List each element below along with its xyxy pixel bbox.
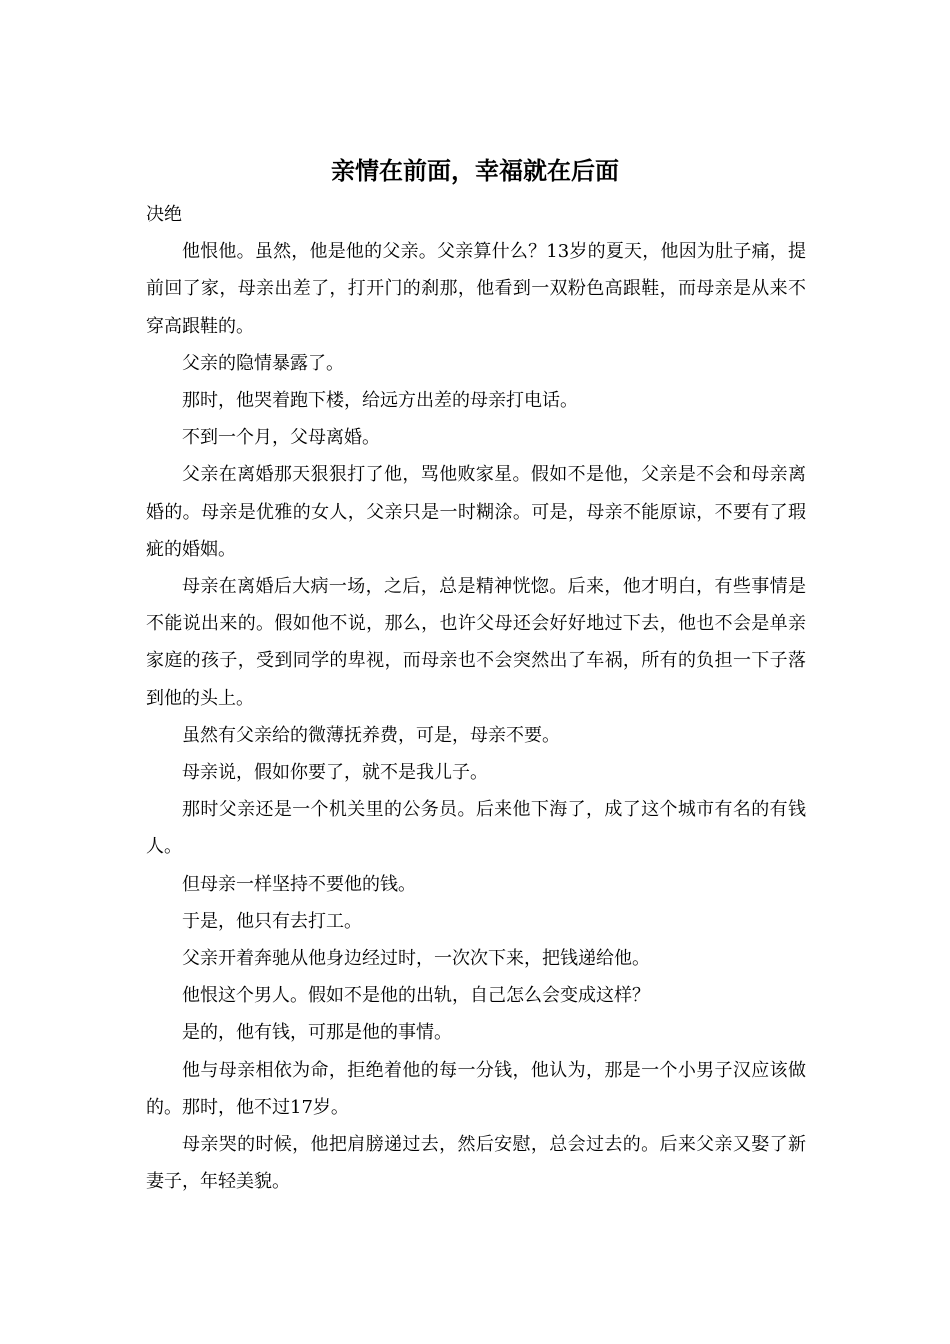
paragraph: 但母亲一样坚持不要他的钱。 (182, 873, 416, 895)
paragraph: 不到一个月，父母离婚。 (182, 427, 380, 449)
section-subheading: 决绝 (146, 204, 182, 225)
document-title: 亲情在前面，幸福就在后面 (331, 157, 619, 185)
paragraph: 他恨这个男人。假如不是他的出轨，自己怎么会变成这样？ (182, 985, 650, 1007)
paragraph: 母亲哭的时候，他把肩膀递过去，然后安慰，总会过去的。后来父亲又娶了新妻子，年轻美貌。 (146, 1134, 806, 1193)
paragraph: 母亲在离婚后大病一场，之后，总是精神恍惚。后来，他才明白，有些事情是不能说出来的。假如他不说，那么，也许父母还会好好地过下去，他也不会是单亲家庭的孩子，受到同学的卑视，而母亲也不会突然出了车祸，所有的负担一下子落到他的头上。 (146, 576, 806, 709)
paragraph: 虽然有父亲给的微薄抚养费，可是，母亲不要。 (182, 724, 560, 746)
paragraph: 于是，他只有去打工。 (182, 910, 362, 932)
paragraph: 那时，他哭着跑下楼，给远方出差的母亲打电话。 (182, 390, 578, 412)
document-body (146, 196, 806, 1200)
paragraph: 父亲开着奔驰从他身边经过时，一次次下来，把钱递给他。 (182, 948, 650, 970)
paragraph: 他恨他。虽然，他是他的父亲。父亲算什么？13岁的夏天，他因为肚子痛，提前回了家，母亲出差了，打开门的刹那，他看到一双粉色高跟鞋，而母亲是从来不穿高跟鞋的。 (146, 241, 806, 337)
paragraph: 他与母亲相依为命，拒绝着他的每一分钱，他认为，那是一个小男子汉应该做的。那时，他不过17岁。 (146, 1059, 806, 1118)
paragraph: 那时父亲还是一个机关里的公务员。后来他下海了，成了这个城市有名的有钱人。 (146, 799, 806, 858)
paragraph: 母亲说，假如你要了，就不是我儿子。 (182, 762, 488, 784)
paragraph: 是的，他有钱，可那是他的事情。 (182, 1022, 452, 1044)
paragraph: 父亲的隐情暴露了。 (182, 352, 344, 374)
paragraph: 父亲在离婚那天狠狠打了他，骂他败家星。假如不是他，父亲是不会和母亲离婚的。母亲是优雅的女人，父亲只是一时糊涂。可是，母亲不能原谅，不要有了瑕疵的婚姻。 (146, 464, 806, 560)
